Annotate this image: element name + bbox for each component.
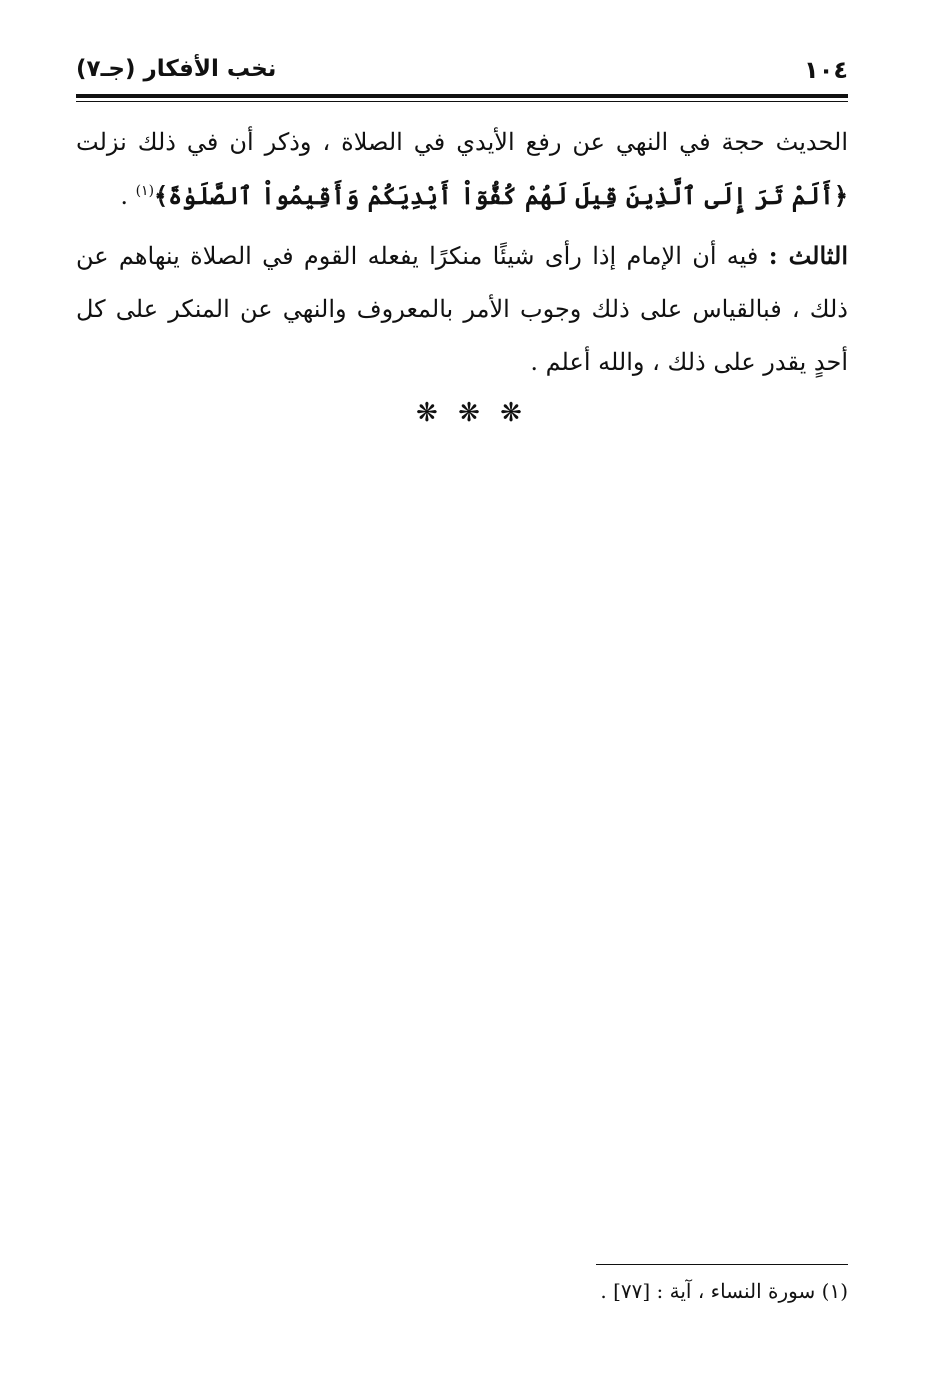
footnote: (١) سورة النساء ، آية : [٧٧] .	[600, 1279, 848, 1303]
header-rule-thick	[76, 94, 848, 98]
footnote-ref[interactable]: (١)	[135, 183, 155, 199]
page-number: ١٠٤	[804, 56, 848, 84]
paragraph-2-label: الثالث :	[768, 241, 848, 270]
page-header	[76, 54, 848, 92]
paragraph-1	[76, 116, 848, 223]
running-title: نخب الأفكار (جـ٧)	[76, 56, 277, 82]
paragraph-2	[76, 229, 848, 389]
footnote-rule	[596, 1264, 848, 1265]
paragraph-2-text: فيه أن الإمام إذا رأى شيئًا منكرًا يفعله القوم في الصلاة ينهاهم عن ذلك ، فبالقياس على ذلك وجوب الأمر بالمعروف والنهي عن المنكر على كل أحدٍ يقدر على ذلك ، والله أعلم .	[76, 242, 848, 376]
quran-bracket-open: ﴿	[833, 182, 848, 210]
quran-bracket-close: ﴾	[154, 182, 169, 210]
header-rule-thin	[76, 101, 848, 102]
body-text	[76, 116, 848, 395]
quran-verse: أَلَمْ تَرَ إِلَى ٱلَّذِينَ قِيلَ لَهُمْ كُفُّوٓاْ أَيْدِيَكُمْ وَأَقِيمُواْ ٱلصَّلَوٰةَ	[168, 181, 834, 210]
section-separator: ❋ ❋ ❋	[416, 398, 528, 428]
paragraph-1-text: الحديث حجة في النهي عن رفع الأيدي في الصلاة ، وذكر أن في ذلك نزلت	[76, 128, 849, 156]
paragraph-1-end: .	[120, 182, 136, 210]
